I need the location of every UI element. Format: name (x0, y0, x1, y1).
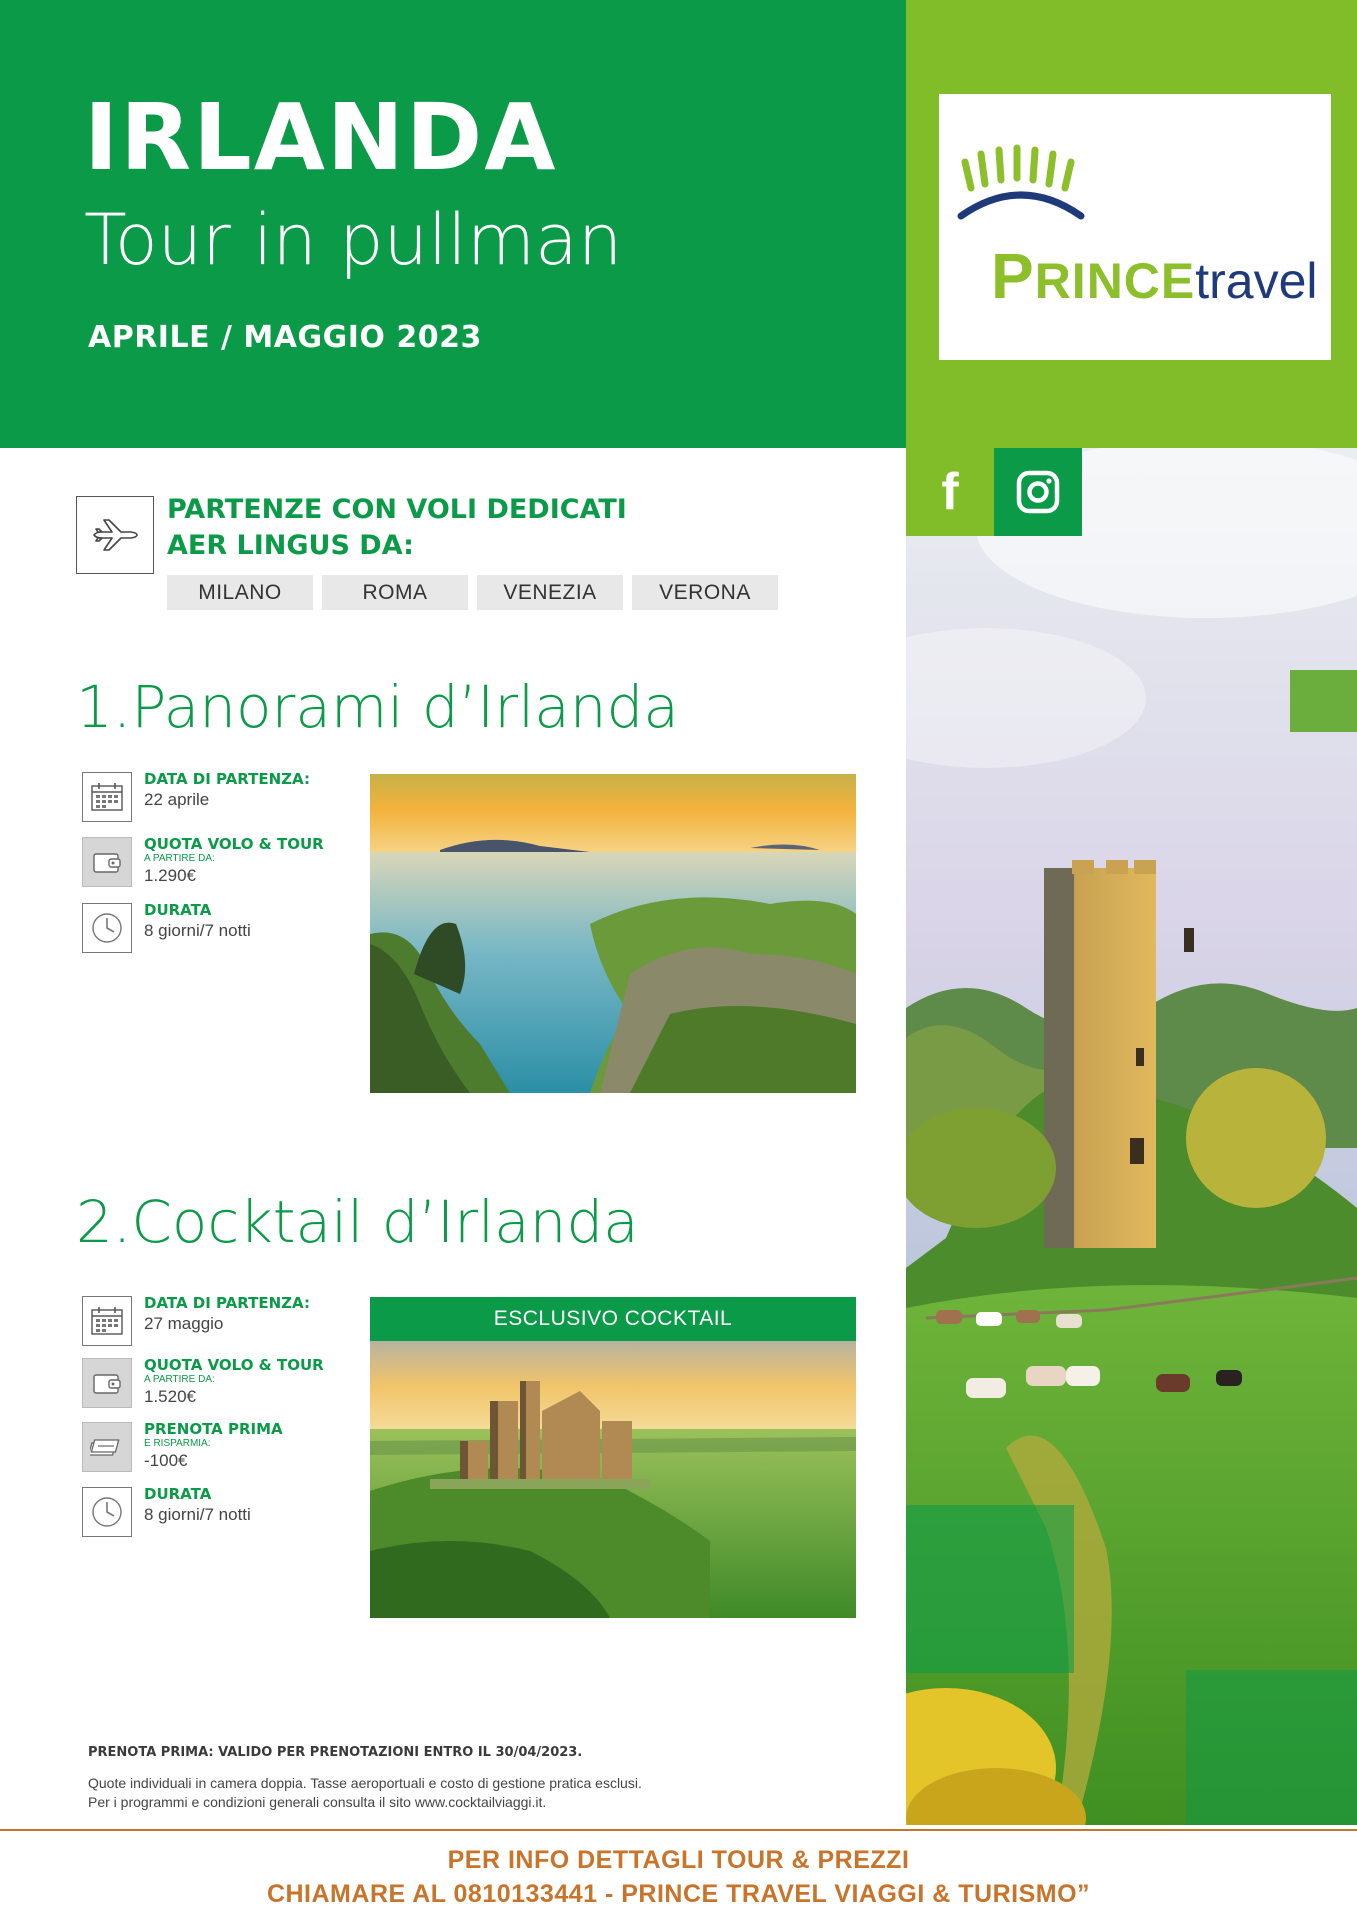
instagram-icon (1016, 470, 1060, 514)
footnote-line-1: Quote individuali in camera doppia. Tasse aeroportuali e costo di gestione pratica esclusi. (88, 1775, 642, 1791)
facebook-button[interactable] (906, 448, 994, 536)
early-booking-note: PRENOTA PRIMA: VALIDO PER PRENOTAZIONI ENTRO IL 30/04/2023. (88, 1745, 583, 1760)
footnote-line-2: Per i programmi e condizioni generali consulta il sito www.cocktailviaggi.it. (88, 1794, 547, 1810)
exclusive-badge: ESCLUSIVO COCKTAIL (370, 1297, 856, 1341)
footer-contact-line: CHIAMARE AL 0810133441 - PRINCE TRAVEL VIAGGI & TURISMO” (266, 1880, 1091, 1908)
travel-period: APRILE / MAGGIO 2023 (88, 320, 482, 355)
tour-2-duration: DURATA 8 giorni/7 notti (82, 1487, 251, 1537)
money-icon (82, 1422, 132, 1472)
tour-2-title: 2.Cocktail d’Irlanda (76, 1188, 639, 1256)
city-roma: ROMA (322, 575, 468, 610)
tour-1-coastline-photo (370, 774, 856, 1093)
clock-icon (82, 903, 132, 953)
tour-1-duration: DURATA 8 giorni/7 notti (82, 903, 251, 953)
logo-wordmark: PRINCEtravel (991, 240, 1318, 312)
wallet-icon (82, 837, 132, 887)
instagram-button[interactable] (994, 448, 1082, 536)
page-subtitle: Tour in pullman (84, 199, 623, 281)
footer-divider (0, 1829, 1357, 1831)
tour-2-date: DATA DI PARTENZA: 27 maggio (82, 1296, 310, 1346)
tour-1-price: QUOTA VOLO & TOUR A PARTIRE DA: 1.290€ (82, 837, 324, 887)
tour-1-title: 1.Panorami d’Irlanda (76, 673, 679, 741)
clock-icon (82, 1487, 132, 1537)
calendar-icon (82, 772, 132, 822)
city-milano: MILANO (167, 575, 313, 610)
tour-2-early-booking: PRENOTA PRIMA E RISPARMIA: -100€ (82, 1422, 283, 1472)
facebook-icon: f (941, 463, 959, 521)
city-verona: VERONA (632, 575, 778, 610)
tour-2-rock-of-cashel-photo (370, 1341, 856, 1618)
departures-title: PARTENZE CON VOLI DEDICATI AER LINGUS DA: (167, 494, 627, 561)
sun-logo-icon (951, 144, 1091, 239)
footer-info-line: PER INFO DETTAGLI TOUR & PREZZI (447, 1846, 910, 1874)
departure-cities (167, 575, 778, 610)
tour-1-date: DATA DI PARTENZA: 22 aprile (82, 772, 310, 822)
wallet-icon (82, 1358, 132, 1408)
prince-travel-logo (939, 94, 1331, 360)
calendar-icon (82, 1296, 132, 1346)
city-venezia: VENEZIA (477, 575, 623, 610)
plane-icon-box (76, 496, 154, 574)
page-title: IRLANDA (84, 84, 558, 191)
castle-landscape-photo (906, 448, 1357, 1825)
tour-2-price: QUOTA VOLO & TOUR A PARTIRE DA: 1.520€ (82, 1358, 324, 1408)
plane-icon (90, 517, 140, 553)
